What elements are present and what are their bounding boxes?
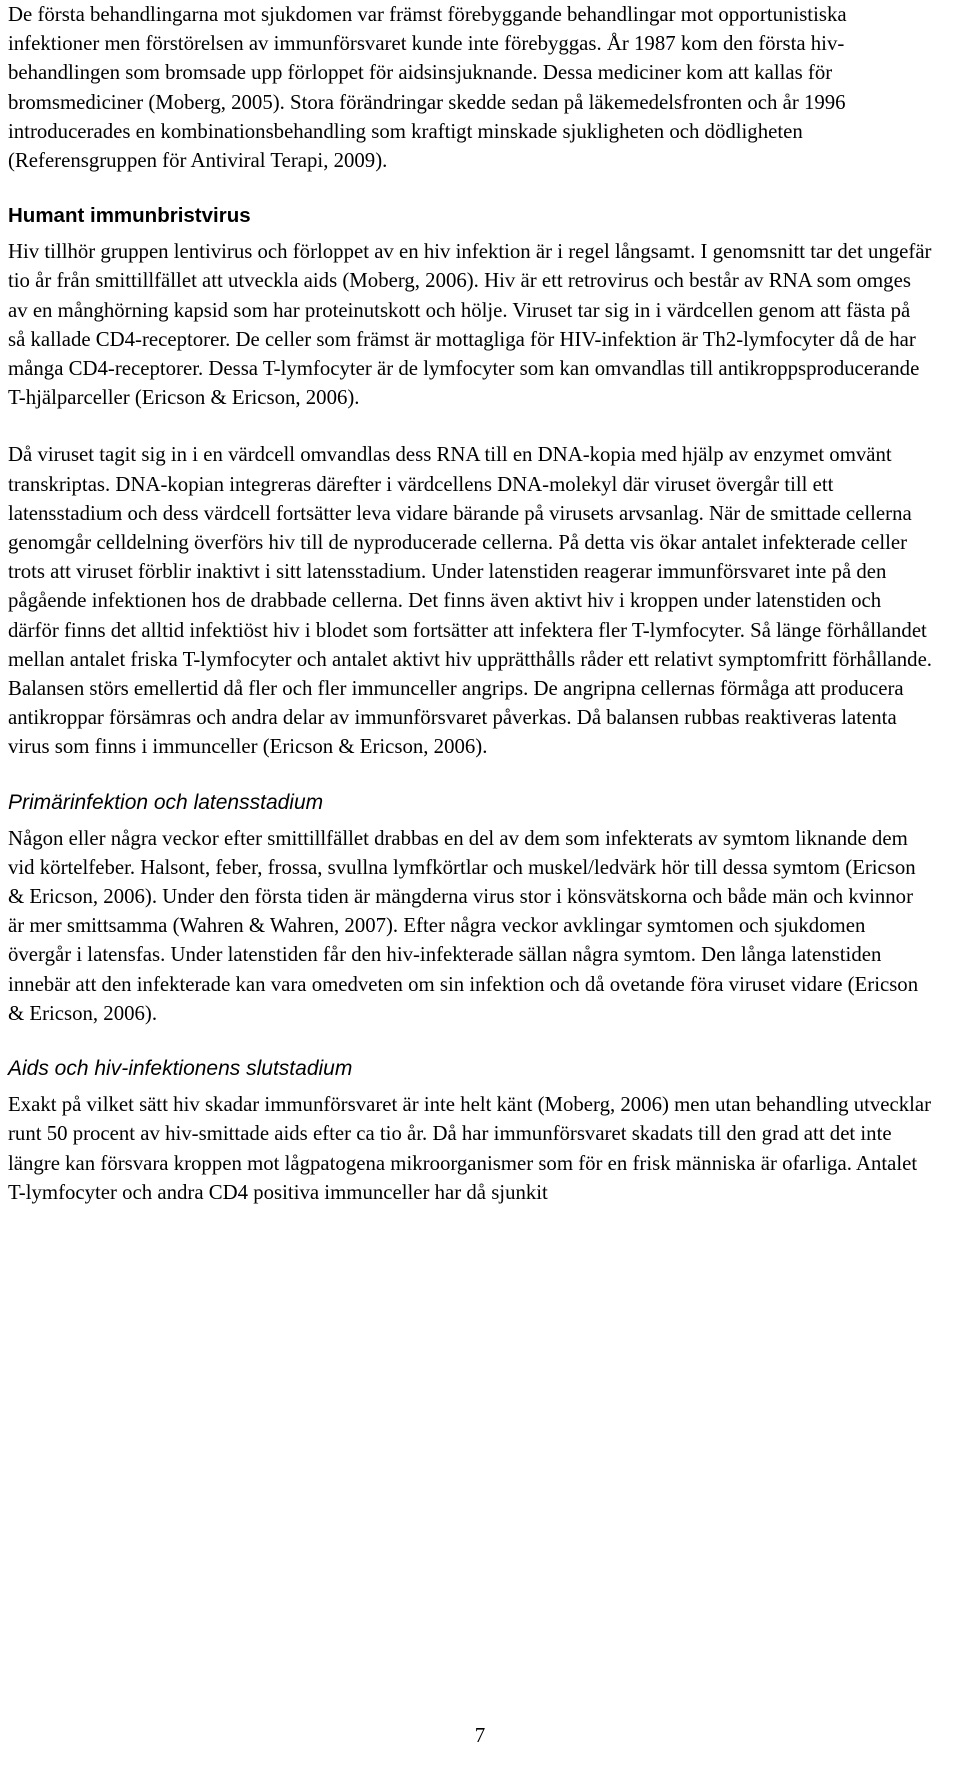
heading-humant-immunbristvirus: Humant immunbristvirus xyxy=(8,204,251,228)
heading-primarinfektion: Primärinfektion och latensstadium xyxy=(8,790,324,814)
paragraph-primary-infection: Någon eller några veckor efter smittillfället drabbas en del av dem som infekterats av symtom liknande dem vid körtelfeber. Halsont, feber, frossa, svullna lymfkörtlar och muskel/ledvärk hör till dessa symtom (Ericson & Ericson, 2006). Under den första tiden är mängderna virus stor i könsvätskorna och både män och kvinnor är mer smittsamma (Wahren & Wahren, 2007). Efter några veckor avklingar symtomen och sjukdomen övergår i latensfas. Under latenstiden får den hiv-infekterade sällan några symtom. Den långa latenstiden innebär att den infekterade kan vara omedveten om sin infektion och då ovetande föra viruset vidare (Ericson & Ericson, 2006). xyxy=(8,826,919,1025)
page-number: 7 xyxy=(474,1723,486,1747)
paragraph-gap xyxy=(8,412,932,440)
paragraph-hiv-2: Då viruset tagit sig in i en värdcell omvandlas dess RNA till en DNA-kopia med hjälp av enzymet omvänt transkriptas. DNA-kopian integreras därefter i värdcellens DNA-molekyl där viruset övergår till ett latensstadium och dess värdcell fortsätter leva vidare bärande på virusets arvsanlag. När de smittade cellerna genomgår celldelning överförs hiv till de nyproducerade cellerna. På detta vis ökar antalet infekterade celler trots att viruset förblir inaktivt i sitt latensstadium. Under latenstiden reagerar immunförsvaret inte på den pågående infektionen hos de drabbade cellerna. Det finns även aktivt hiv i kroppen under latenstiden och därför finns det alltid infektiöst hiv i blodet som fortsätter att infektera fler T-lymfocyter. Så länge förhållandet mellan antalet friska T-lymfocyter och antalet aktivt hiv upprätthålls råder ett relativt symptomfritt förhållande. Balansen störs emellertid då fler och fler immunceller angrips. De angripna cellernas förmåga att producera antikroppar försämras och andra delar av immunförsvaret påverkas. Då balansen rubbas reaktiveras latenta virus som finns i immunceller (Ericson & Ericson, 2006). xyxy=(8,443,933,759)
heading-aids-slutstadium: Aids och hiv-infektionens slutstadium xyxy=(8,1057,353,1081)
paragraph-intro: De första behandlingarna mot sjukdomen var främst förebyggande behandlingar mot opportunistiska infektioner men förstörelsen av immunförsvaret kunde inte förebyggas. År 1987 kom den första hiv-behandlingen som bromsade upp förloppet för aidsinsjuknande. Dessa mediciner kom att kallas för bromsmediciner (Moberg, 2005). Stora förändringar skedde sedan på läkemedelsfronten och år 1996 introducerades en kombinationsbehandling som kraftigt minskade sjukligheten och dödligheten (Referensgruppen för Antiviral Terapi, 2009). xyxy=(8,3,847,173)
paragraph-final-stage: Exakt på vilket sätt hiv skadar immunförsvaret är inte helt känt (Moberg, 2006) men utan behandling utvecklar runt 50 procent av hiv-smittade aids efter ca tio år. Då har immunförsvaret skadats till den grad att det inte längre kan försvara kroppen mot lågpatogena mikroorganismer som för en frisk människa är ofarliga. Antalet T-lymfocyter och andra CD4 positiva immunceller har då sjunkit xyxy=(8,1093,932,1204)
paragraph-hiv-1: Hiv tillhör gruppen lentivirus och förloppet av en hiv infektion är i regel långsamt. I genomsnitt tar det ungefär tio år från smittillfället att utveckla aids (Moberg, 2006). Hiv är ett retrovirus och består av RNA som omges av en månghörning kapsid som har proteinutskott och hölje. Viruset tar sig in i värdcellen genom att fästa på så kallade CD4-receptorer. De celler som främst är mottagliga för HIV-infektion är Th2-lymfocyter då de har många CD4-receptorer. Dessa T-lymfocyter är de lymfocyter som kan omvandlas till antikroppsproducerande T-hjälparceller (Ericson & Ericson, 2006). xyxy=(8,240,932,410)
